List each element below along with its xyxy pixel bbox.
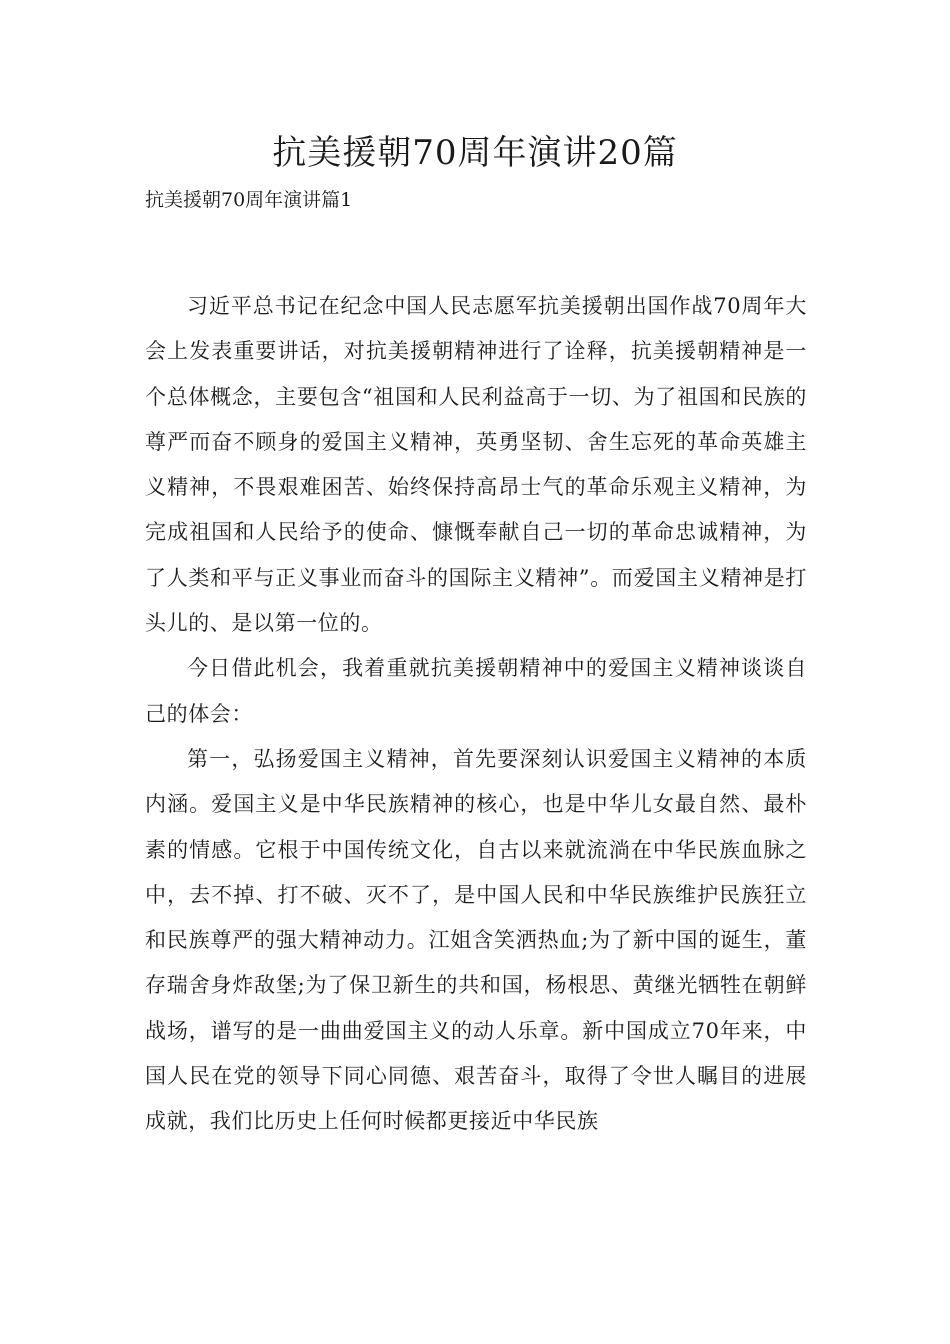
document-body [145, 284, 807, 1145]
paragraph: 第一，弘扬爱国主义精神，首先要深刻认识爱国主义精神的本质内涵。爱国主义是中华民族精神的核心，也是中华儿女最自然、最朴素的情感。它根于中国传统文化，自古以来就流淌在中华民族血脉之中，去不掉、打不破、灭不了，是中国人民和中华民族维护民族狂立和民族尊严的强大精神动力。江姐含笑洒热血;为了新中国的诞生，董存瑞舍身炸敌堡;为了保卫新生的共和国，杨根思、黄继光牺牲在朝鲜战场，谱写的是一曲曲爱国主义的动人乐章。新中国成立70年来，中国人民在党的领导下同心同德、艰苦奋斗，取得了令世人瞩目的进展成就，我们比历史上任何时候都更接近中华民族 [145, 746, 807, 1134]
paragraph: 今日借此机会，我着重就抗美援朝精神中的爱国主义精神谈谈自己的体会： [145, 656, 807, 726]
paragraph: 习近平总书记在纪念中国人民志愿军抗美援朝出国作战70周年大会上发表重要讲话，对抗美援朝精神进行了诠释，抗美援朝精神是一个总体概念，主要包含“祖国和人民利益高于一切、为了祖国和民族的尊严而奋不顾身的爱国主义精神，英勇坚韧、舍生忘死的革命英雄主义精神，不畏艰难困苦、始终保持高昂士气的革命乐观主义精神，为完成祖国和人民给予的使命、慷慨奉献自己一切的革命忠诚精神，为了人类和平与正义事业而奋斗的国际主义精神”。而爱国主义精神是打头儿的、是以第一位的。 [145, 294, 807, 636]
section-heading: 抗美援朝70周年演讲篇1 [145, 189, 353, 211]
document-title: 抗美援朝70周年演讲20篇 [272, 133, 678, 173]
